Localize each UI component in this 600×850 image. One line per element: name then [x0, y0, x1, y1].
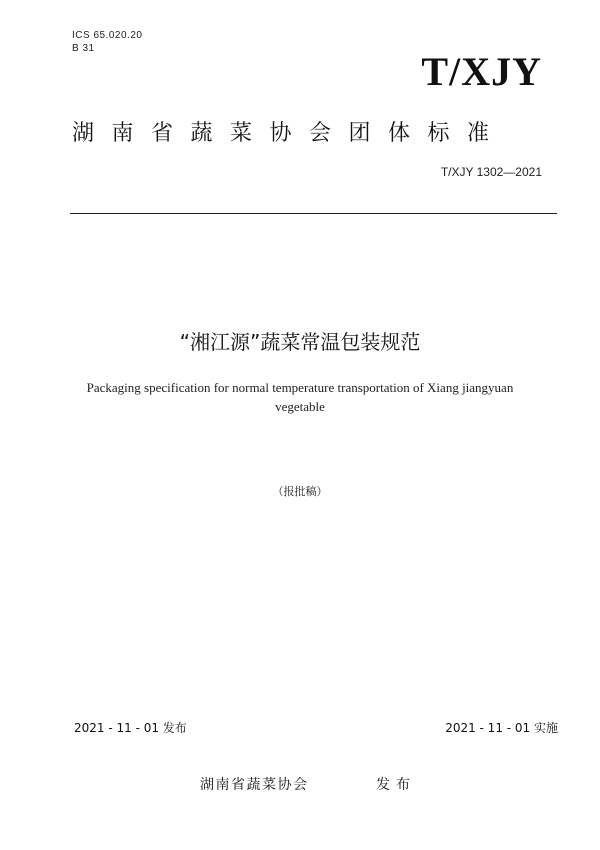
document-title-english [50, 378, 550, 416]
standard-type-heading: 湖南省蔬菜协会团体标准 [72, 121, 507, 146]
header-divider [70, 213, 557, 214]
ics-code: ICS 65.020.20 [72, 30, 143, 41]
document-title-chinese: “湘江源”蔬菜常温包装规范 [179, 330, 421, 354]
ccs-code: B 31 [72, 43, 95, 54]
publisher-name: 湖南省蔬菜协会 [200, 777, 309, 793]
publish-label: 发布 [376, 777, 416, 793]
draft-status: （报批稿） [272, 485, 328, 498]
issue-date: 2021 - 11 - 01 发布 [74, 721, 187, 735]
title-english-line-2: vegetable [275, 399, 325, 414]
title-english-line-1: Packaging specification for normal temperature transportation of Xiang jiangyuan [86, 380, 514, 395]
org-code-logo: T/XJY [421, 49, 542, 94]
implementation-date: 2021 - 11 - 01 实施 [445, 721, 558, 735]
standard-number: T/XJY 1302—2021 [440, 165, 542, 179]
